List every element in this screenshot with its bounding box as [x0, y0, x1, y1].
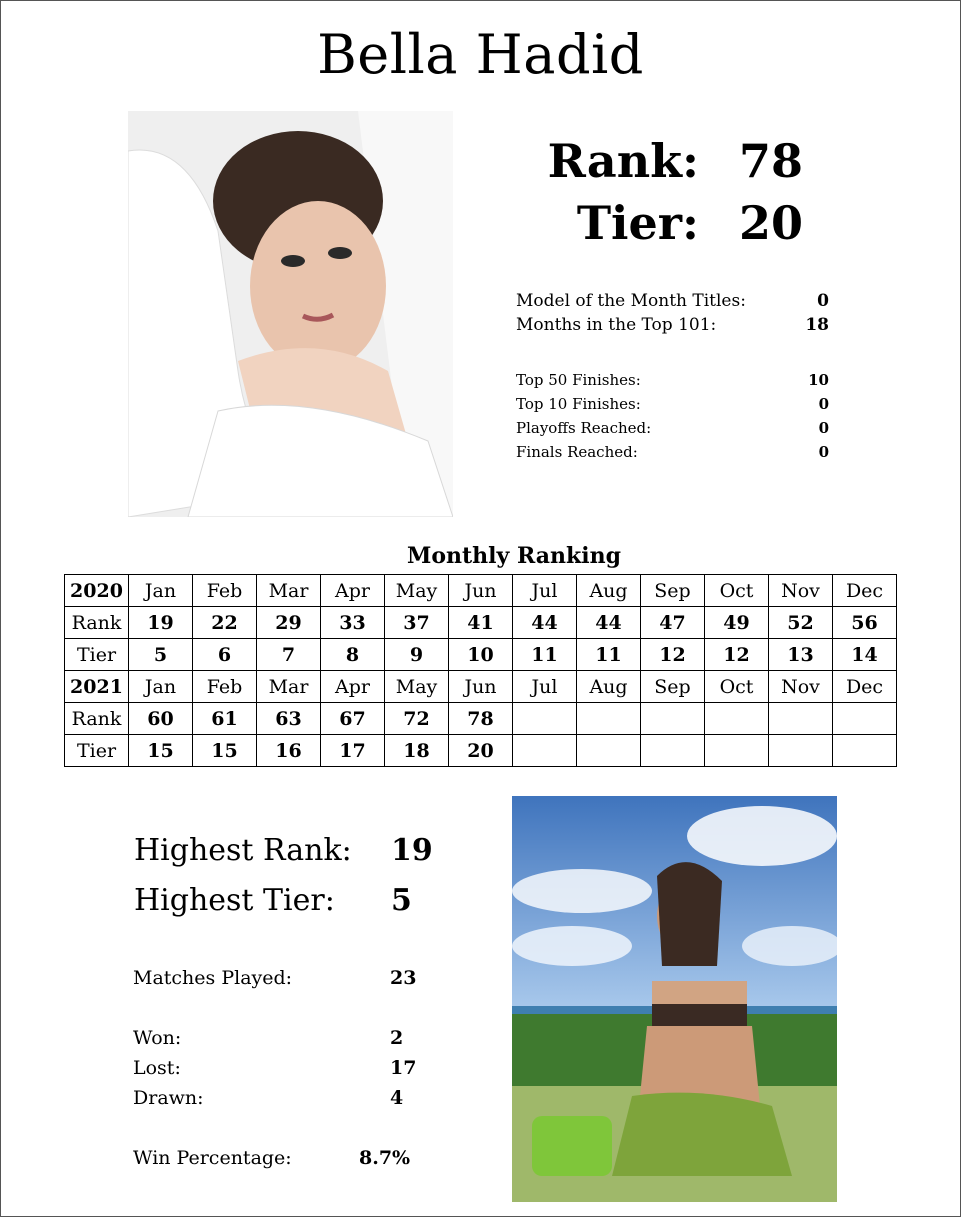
- rank-label: Rank:: [547, 134, 699, 188]
- month-cell: Feb: [193, 671, 257, 703]
- month-cell: Dec: [833, 671, 897, 703]
- finals-label: Finals Reached:: [516, 443, 638, 461]
- rank-value: 78: [739, 134, 804, 188]
- tier-cell: 5: [129, 639, 193, 671]
- tier-label: Tier:: [576, 196, 699, 250]
- rank-cell: [577, 703, 641, 735]
- tier-cell: 12: [641, 639, 705, 671]
- rank-cell: 78: [449, 703, 513, 735]
- rank-cell: 41: [449, 607, 513, 639]
- table-row-2021-rank: [65, 703, 897, 735]
- monthly-ranking-table: [64, 574, 897, 767]
- tier-row-label: Tier: [65, 735, 129, 767]
- rank-cell: 29: [257, 607, 321, 639]
- won-label: Won:: [133, 1027, 182, 1049]
- playoffs-value: 0: [818, 419, 829, 437]
- table-row-2021-months: [65, 671, 897, 703]
- month-cell: Dec: [833, 575, 897, 607]
- highest-rank-label: Highest Rank:: [134, 833, 352, 868]
- drawn-label: Drawn:: [133, 1087, 204, 1109]
- beach-photo: [512, 796, 837, 1202]
- rank-cell: 33: [321, 607, 385, 639]
- tier-cell: 18: [385, 735, 449, 767]
- tier-cell: 11: [577, 639, 641, 671]
- year-cell: 2020: [65, 575, 129, 607]
- motm-titles-value: 0: [817, 291, 829, 311]
- rank-cell: 44: [513, 607, 577, 639]
- win-percentage-label: Win Percentage:: [133, 1147, 292, 1169]
- month-cell: Sep: [641, 575, 705, 607]
- month-cell: Feb: [193, 575, 257, 607]
- tier-cell: 10: [449, 639, 513, 671]
- rank-cell: 37: [385, 607, 449, 639]
- months-top101-value: 18: [805, 315, 829, 335]
- highest-tier-label: Highest Tier:: [134, 883, 335, 918]
- year-cell: 2021: [65, 671, 129, 703]
- rank-row-label: Rank: [65, 607, 129, 639]
- rank-cell: [641, 703, 705, 735]
- highest-tier-value: 5: [391, 883, 412, 918]
- rank-cell: [769, 703, 833, 735]
- rank-cell: 19: [129, 607, 193, 639]
- tier-cell: 20: [449, 735, 513, 767]
- highest-rank-value: 19: [391, 833, 433, 868]
- top10-value: 0: [818, 395, 829, 413]
- rank-cell: 60: [129, 703, 193, 735]
- month-cell: Apr: [321, 575, 385, 607]
- month-cell: Mar: [257, 671, 321, 703]
- rank-cell: 63: [257, 703, 321, 735]
- table-row-2020-tier: [65, 639, 897, 671]
- rank-cell: 67: [321, 703, 385, 735]
- tier-cell: 6: [193, 639, 257, 671]
- rank-row-label: Rank: [65, 703, 129, 735]
- table-row-2021-tier: [65, 735, 897, 767]
- rank-cell: 72: [385, 703, 449, 735]
- rank-cell: 49: [705, 607, 769, 639]
- rank-cell: 44: [577, 607, 641, 639]
- matches-played-label: Matches Played:: [133, 967, 293, 989]
- rank-cell: 61: [193, 703, 257, 735]
- drawn-value: 4: [390, 1087, 404, 1109]
- rank-cell: [705, 703, 769, 735]
- tier-row-label: Tier: [65, 639, 129, 671]
- win-percentage-value: 8.7%: [359, 1147, 411, 1169]
- month-cell: Oct: [705, 575, 769, 607]
- month-cell: May: [385, 575, 449, 607]
- rank-cell: 56: [833, 607, 897, 639]
- rank-cell: 52: [769, 607, 833, 639]
- tier-cell: 11: [513, 639, 577, 671]
- tier-cell: 8: [321, 639, 385, 671]
- month-cell: Oct: [705, 671, 769, 703]
- month-cell: Nov: [769, 671, 833, 703]
- tier-cell: [705, 735, 769, 767]
- tier-cell: [641, 735, 705, 767]
- tier-cell: 14: [833, 639, 897, 671]
- tier-value: 20: [739, 196, 804, 250]
- finals-value: 0: [818, 443, 829, 461]
- tier-cell: [513, 735, 577, 767]
- tier-cell: 13: [769, 639, 833, 671]
- page-title: Bella Hadid: [317, 23, 644, 86]
- won-value: 2: [390, 1027, 404, 1049]
- lost-value: 17: [390, 1057, 417, 1079]
- lost-label: Lost:: [133, 1057, 181, 1079]
- monthly-ranking-title: Monthly Ranking: [407, 543, 621, 569]
- month-cell: Jan: [129, 671, 193, 703]
- table-row-2020-months: [65, 575, 897, 607]
- rank-cell: [513, 703, 577, 735]
- table-row-2020-rank: [65, 607, 897, 639]
- tier-cell: 9: [385, 639, 449, 671]
- month-cell: Jul: [513, 671, 577, 703]
- month-cell: Jun: [449, 671, 513, 703]
- tier-cell: 15: [129, 735, 193, 767]
- month-cell: Nov: [769, 575, 833, 607]
- top50-label: Top 50 Finishes:: [516, 371, 641, 389]
- rank-cell: 47: [641, 607, 705, 639]
- top10-label: Top 10 Finishes:: [516, 395, 641, 413]
- matches-played-value: 23: [390, 967, 417, 989]
- month-cell: Jan: [129, 575, 193, 607]
- portrait-photo: [128, 111, 453, 517]
- tier-cell: 7: [257, 639, 321, 671]
- tier-cell: [577, 735, 641, 767]
- month-cell: Sep: [641, 671, 705, 703]
- tier-cell: 17: [321, 735, 385, 767]
- month-cell: Aug: [577, 671, 641, 703]
- tier-cell: 15: [193, 735, 257, 767]
- month-cell: Jul: [513, 575, 577, 607]
- month-cell: May: [385, 671, 449, 703]
- month-cell: Apr: [321, 671, 385, 703]
- top50-value: 10: [808, 371, 829, 389]
- playoffs-label: Playoffs Reached:: [516, 419, 652, 437]
- rank-cell: [833, 703, 897, 735]
- month-cell: Mar: [257, 575, 321, 607]
- rank-cell: 22: [193, 607, 257, 639]
- tier-cell: [769, 735, 833, 767]
- month-cell: Aug: [577, 575, 641, 607]
- tier-cell: 12: [705, 639, 769, 671]
- tier-cell: 16: [257, 735, 321, 767]
- motm-titles-label: Model of the Month Titles:: [516, 291, 746, 311]
- month-cell: Jun: [449, 575, 513, 607]
- months-top101-label: Months in the Top 101:: [516, 315, 717, 335]
- tier-cell: [833, 735, 897, 767]
